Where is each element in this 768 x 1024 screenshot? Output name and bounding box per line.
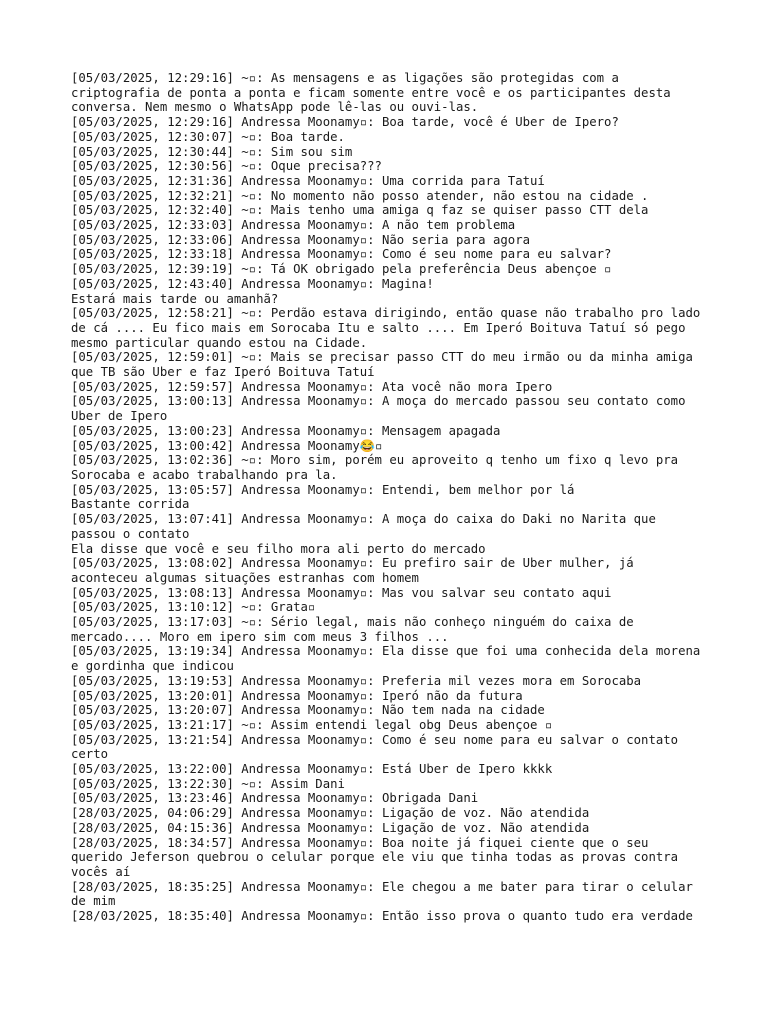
chat-line: [05/03/2025, 13:08:13] Andressa Moonamy▫: Mas vou salvar seu contato aqui	[71, 585, 612, 600]
chat-line: [28/03/2025, 18:34:57] Andressa Moonamy▫: Boa noite já fiquei ciente que o seu querido Jeferson quebrou o celular porque ele viu que tinha todas as provas contra vocês aí	[71, 835, 686, 879]
chat-line: [05/03/2025, 12:58:21] ~▫: Perdão estava dirigindo, então quase não trabalho pro lado de cá .... Eu fico mais em Sorocaba Itu e salto .... Em Iperó Boituva Tatuí só pego mesmo particular quando estou na Cidade.	[71, 306, 708, 350]
chat-line: [05/03/2025, 12:32:21] ~▫: No momento não posso atender, não estou na cidade .	[71, 188, 649, 203]
chat-line: [05/03/2025, 12:30:44] ~▫: Sim sou sim	[71, 144, 353, 159]
chat-line: [05/03/2025, 12:33:03] Andressa Moonamy▫: A não tem problema	[71, 218, 516, 233]
chat-line: [05/03/2025, 13:21:17] ~▫: Assim entendi legal obg Deus abençoe ▫	[71, 717, 553, 732]
chat-line: [28/03/2025, 04:15:36] Andressa Moonamy▫: Ligação de voz. Não atendida	[71, 820, 590, 835]
chat-line: [05/03/2025, 13:19:34] Andressa Moonamy▫: Ela disse que foi uma conhecida dela morena e gordinha que indicou	[71, 644, 708, 674]
chat-line: [28/03/2025, 18:35:40] Andressa Moonamy▫: Então isso prova o quanto tudo era verdade	[71, 909, 693, 924]
chat-line: [05/03/2025, 13:23:46] Andressa Moonamy▫: Obrigada Dani	[71, 791, 479, 806]
chat-line: [05/03/2025, 13:10:12] ~▫: Grata▫	[71, 600, 316, 615]
chat-line: [05/03/2025, 12:43:40] Andressa Moonamy▫: Magina! Estará mais tarde ou amanhã?	[71, 276, 434, 306]
chat-line: [05/03/2025, 13:08:02] Andressa Moonamy▫: Eu prefiro sair de Uber mulher, já aconteceu algumas situações estranhas com homem	[71, 556, 642, 585]
chat-line: [05/03/2025, 12:30:56] ~▫: Oque precisa???	[71, 159, 382, 174]
chat-line: [05/03/2025, 13:20:07] Andressa Moonamy▫: Não tem nada na cidade	[71, 703, 545, 718]
chat-line: [05/03/2025, 12:29:16] ~▫: As mensagens e as ligações são protegidas com a criptografia de ponta a ponta e ficam somente entre você e os participantes desta conversa. Nem mesmo o WhatsApp pode lê-las ou ouvi-las.	[71, 71, 679, 115]
chat-line: [05/03/2025, 12:31:36] Andressa Moonamy▫: Uma corrida para Tatuí	[71, 173, 545, 188]
chat-line: [05/03/2025, 13:05:57] Andressa Moonamy▫: Entendi, bem melhor por lá Bastante corrida	[71, 482, 575, 512]
chat-line: [05/03/2025, 13:00:23] Andressa Moonamy▫: Mensagem apagada	[71, 423, 501, 438]
chat-line: [05/03/2025, 13:00:13] Andressa Moonamy▫: A moça do mercado passou seu contato como Uber de Ipero	[71, 394, 693, 424]
chat-line: [28/03/2025, 04:06:29] Andressa Moonamy▫: Ligação de voz. Não atendida	[71, 806, 590, 821]
chat-line: [05/03/2025, 13:22:30] ~▫: Assim Dani	[71, 776, 345, 791]
chat-line: [05/03/2025, 13:17:03] ~▫: Sério legal, mais não conheço ninguém do caixa de mercado.... Moro em ipero sim com meus 3 filhos ...	[71, 615, 642, 644]
chat-line: [05/03/2025, 12:32:40] ~▫: Mais tenho uma amiga q faz se quiser passo CTT dela	[71, 203, 649, 218]
chat-line: [05/03/2025, 13:00:42] Andressa Moonamy😂▫	[71, 438, 383, 453]
chat-line: [05/03/2025, 12:33:06] Andressa Moonamy▫: Não seria para agora	[71, 232, 531, 247]
chat-line: [05/03/2025, 12:29:16] Andressa Moonamy▫: Boa tarde, você é Uber de Ipero?	[71, 115, 619, 130]
chat-line: [05/03/2025, 13:22:00] Andressa Moonamy▫: Está Uber de Ipero kkkk	[71, 762, 553, 777]
chat-line: [28/03/2025, 18:35:25] Andressa Moonamy▫: Ele chegou a me bater para tirar o celular de mim	[71, 879, 701, 909]
chat-line: [05/03/2025, 12:59:57] Andressa Moonamy▫: Ata você não mora Ipero	[71, 379, 553, 394]
chat-line: [05/03/2025, 13:07:41] Andressa Moonamy▫: A moça do caixa do Daki no Narita que passou o contato Ela disse que você e seu filho mora ali perto do mercado	[71, 512, 656, 556]
chat-line: [05/03/2025, 13:02:36] ~▫: Moro sim, porém eu aproveito q tenho um fixo q levo pra Sorocaba e acabo trabalhando pra la.	[71, 453, 686, 482]
chat-line: [05/03/2025, 12:59:01] ~▫: Mais se precisar passo CTT do meu irmão ou da minha amiga que TB são Uber e faz Iperó Boituva Tatuí	[71, 350, 701, 380]
chat-transcript	[71, 71, 708, 924]
chat-line: [05/03/2025, 13:19:53] Andressa Moonamy▫: Preferia mil vezes mora em Sorocaba	[71, 673, 642, 688]
chat-line: [05/03/2025, 12:33:18] Andressa Moonamy▫: Como é seu nome para eu salvar?	[71, 247, 612, 262]
chat-line: [05/03/2025, 13:21:54] Andressa Moonamy▫: Como é seu nome para eu salvar o contato certo	[71, 732, 686, 762]
chat-line: [05/03/2025, 12:39:19] ~▫: Tá OK obrigado pela preferência Deus abençoe ▫	[71, 262, 612, 277]
chat-line: [05/03/2025, 12:30:07] ~▫: Boa tarde.	[71, 129, 345, 144]
chat-line: [05/03/2025, 13:20:01] Andressa Moonamy▫: Iperó não da futura	[71, 688, 523, 703]
